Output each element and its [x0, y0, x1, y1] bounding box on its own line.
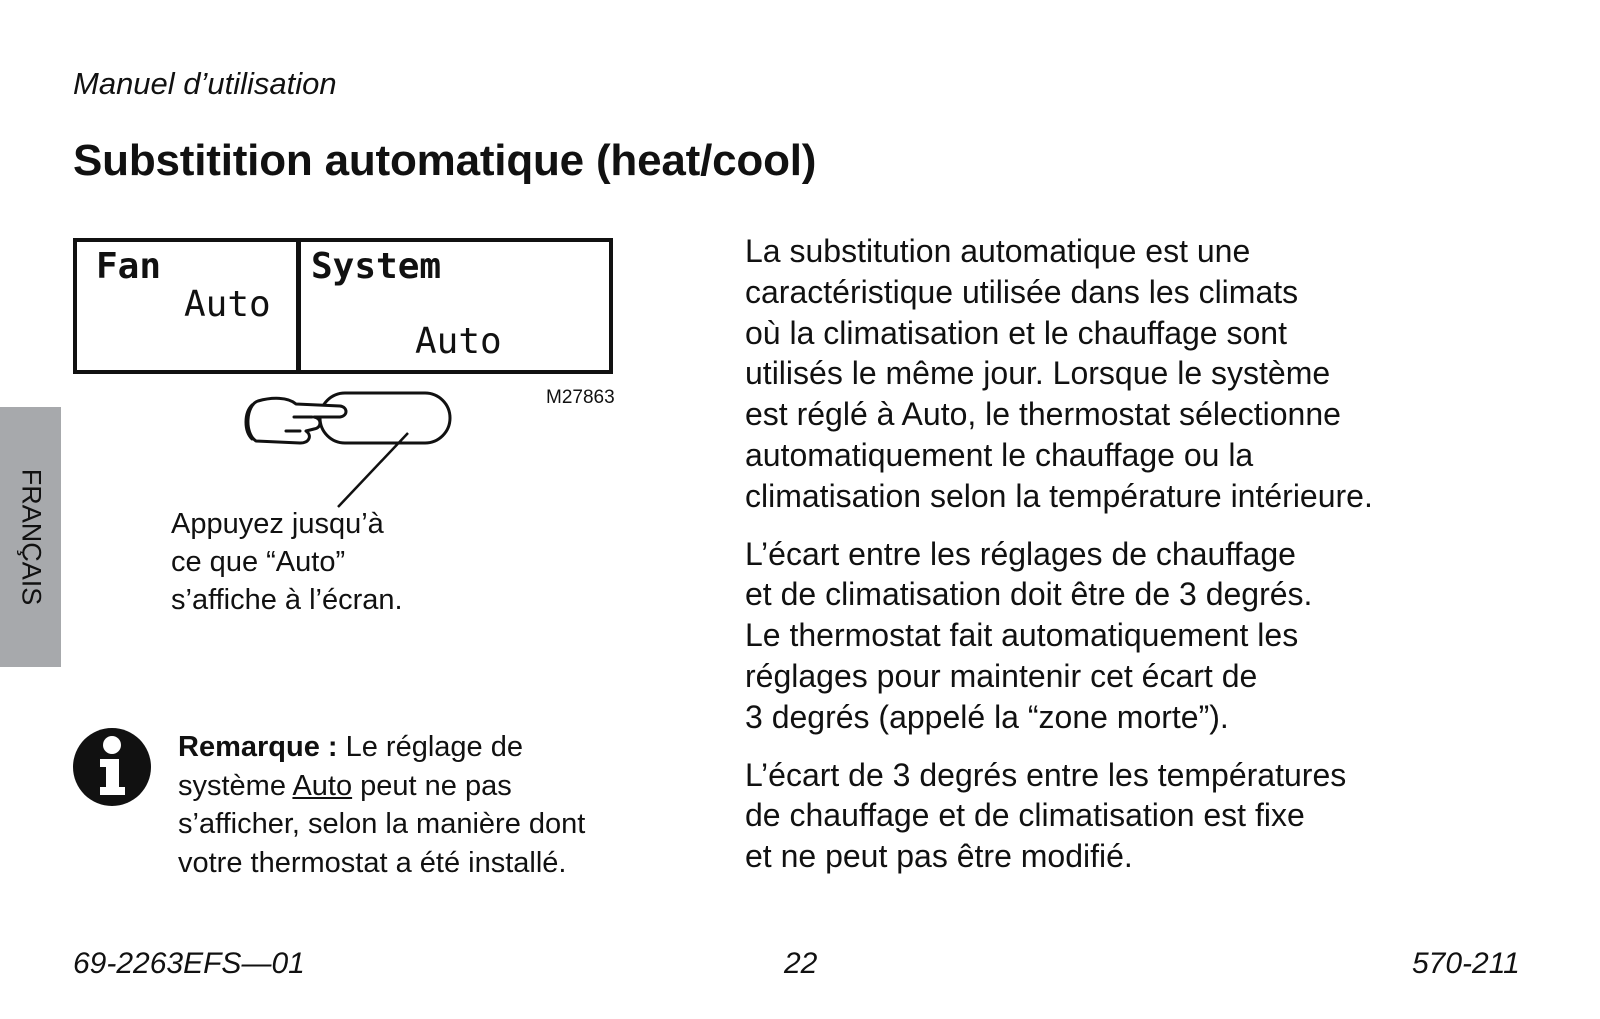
fan-value: Auto — [184, 284, 271, 325]
instruction-line: Appuyez jusqu’à — [171, 508, 384, 540]
footer-model: 570-211 — [1412, 947, 1520, 980]
system-label: System — [311, 246, 442, 287]
note-underlined-auto: Auto — [292, 769, 353, 802]
footer-page-number: 22 — [784, 947, 818, 980]
body-paragraph-1: La substitution automatique est une caractéristique utilisée dans les climats où la climatisation et le chauffage sont utilisés le même jour. Lorsque le système est réglé à Auto, le thermostat sélectionne automatiquement le chauffage ou la climatisation selon la température intérieure. — [745, 233, 1373, 514]
body-column — [745, 231, 1565, 894]
page-title: Substitition automatique (heat/cool) — [73, 136, 817, 185]
instruction-text — [171, 505, 403, 619]
note-text: Remarque : Le réglage de système Auto peut ne pas s’afficher, selon la manière dont votre thermostat a été installé. — [178, 731, 586, 879]
body-paragraph-3: L’écart de 3 degrés entre les températures de chauffage et de climatisation est fixe et ne peut pas être modifié. — [745, 756, 1347, 875]
info-icon — [72, 727, 152, 807]
figure-id: M27863 — [546, 387, 615, 408]
note-label: Remarque : — [178, 731, 338, 763]
instruction-line: s’affiche à l’écran. — [171, 584, 403, 616]
display-divider — [296, 238, 301, 374]
system-value: Auto — [415, 321, 502, 362]
manual-label: Manuel d’utilisation — [73, 66, 337, 101]
footer-doc-number: 69-2263EFS—01 — [73, 947, 305, 980]
fan-label: Fan — [96, 246, 162, 287]
button-illustration — [240, 385, 470, 510]
body-paragraph-2: L’écart entre les réglages de chauffage et de climatisation doit être de 3 degrés. Le thermostat fait automatiquement les réglages pour maintenir cet écart de 3 degrés (appelé la “zone morte”). — [745, 535, 1313, 735]
instruction-line: ce que “Auto” — [171, 546, 346, 578]
language-tab-label: FRANÇAIS — [16, 468, 46, 606]
language-side-tab — [0, 407, 61, 667]
